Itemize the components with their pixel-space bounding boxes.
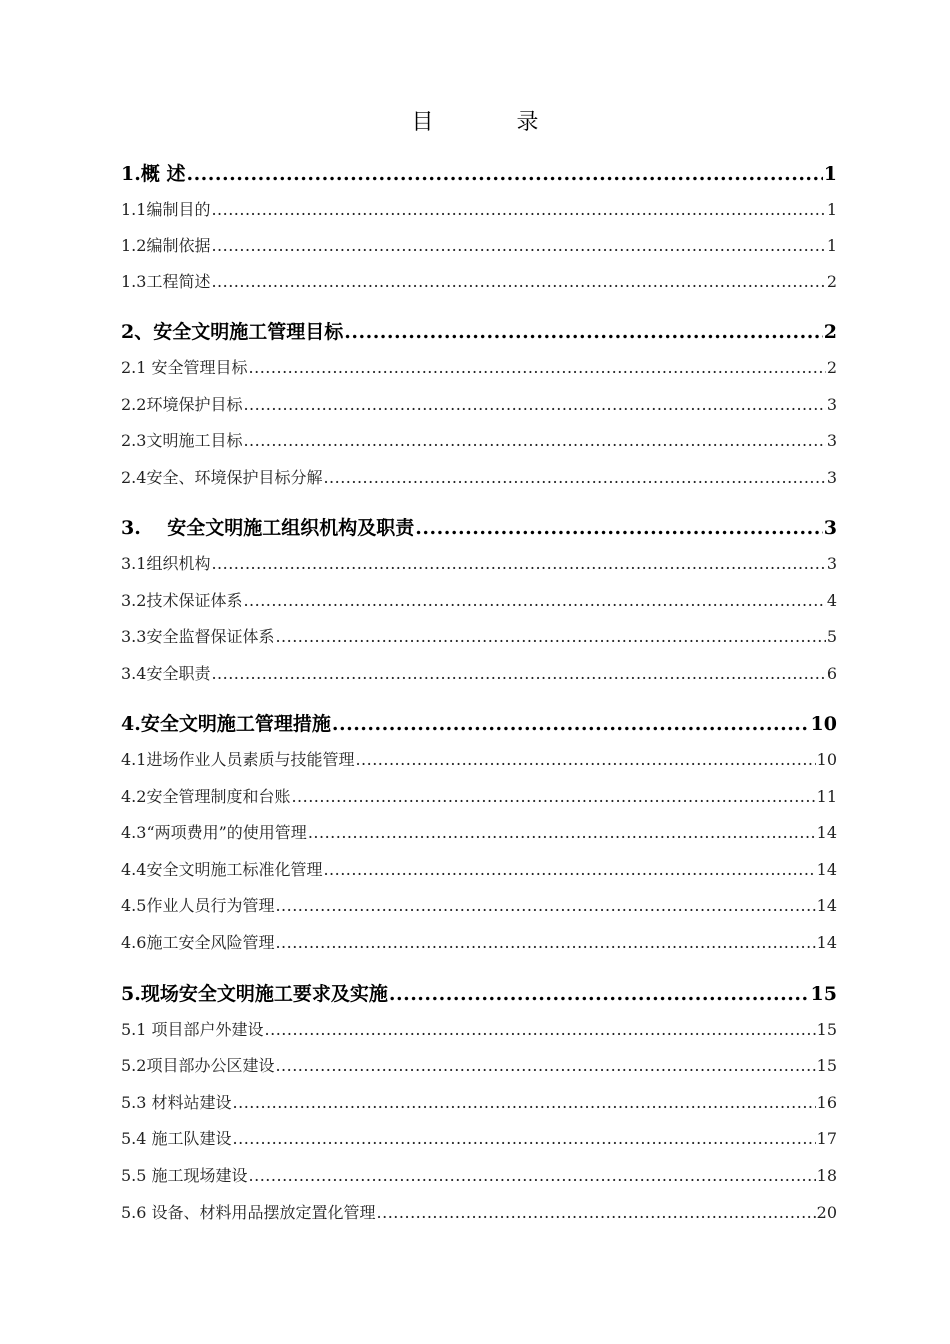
toc-entry-label: 2、安全文明施工管理目标 (121, 321, 344, 343)
toc-entry-label: 1.概 述 (121, 163, 186, 185)
toc-dot-leader (275, 931, 815, 955)
toc-page-number: 10 (810, 713, 837, 735)
toc-entry-4-4[interactable] (121, 858, 837, 882)
toc-dot-leader (211, 234, 825, 258)
toc-dot-leader (249, 356, 826, 380)
toc-entry-5-1[interactable] (121, 1018, 837, 1042)
toc-dot-leader (211, 270, 825, 294)
toc-dot-leader (344, 318, 823, 346)
toc-dot-leader (332, 710, 810, 738)
toc-dot-leader (291, 785, 815, 809)
toc-page-number: 14 (816, 896, 837, 915)
toc-entry-label: 2.4安全、环境保护目标分解 (121, 468, 323, 487)
toc-page-number: 6 (826, 664, 837, 683)
toc-dot-leader (211, 198, 825, 222)
toc-dot-leader (377, 1201, 816, 1225)
toc-dot-leader (265, 1018, 816, 1042)
toc-entry-4-3[interactable] (121, 821, 837, 845)
toc-entry-1-1[interactable] (121, 198, 837, 222)
toc-page-number: 3 (823, 517, 837, 539)
toc-page-number: 14 (816, 933, 837, 952)
toc-entry-label: 3.1组织机构 (121, 554, 211, 573)
toc-dot-leader (415, 514, 822, 542)
toc-entry-label: 2.2环境保护目标 (121, 395, 243, 414)
toc-page-number: 5 (826, 627, 837, 646)
toc-entry-label: 2.3文明施工目标 (121, 431, 243, 450)
toc-entry-label: 2.1 安全管理目标 (121, 358, 248, 377)
toc-page-number: 14 (816, 823, 837, 842)
toc-page-number: 10 (816, 750, 837, 769)
toc-page-number: 1 (826, 236, 837, 255)
toc-page-number: 18 (816, 1166, 837, 1185)
toc-entry-label: 4.5作业人员行为管理 (121, 896, 275, 915)
toc-entry-label: 3. 安全文明施工组织机构及职责 (121, 517, 415, 539)
toc-entry-label: 4.2安全管理制度和台账 (121, 787, 291, 806)
toc-dot-leader (355, 748, 815, 772)
toc-entry-1-2[interactable] (121, 234, 837, 258)
toc-page-number: 15 (816, 1020, 837, 1039)
toc-page-number: 16 (816, 1093, 837, 1112)
toc-entry-label: 4.6施工安全风险管理 (121, 933, 275, 952)
toc-entry-4-5[interactable] (121, 894, 837, 918)
toc-page-number: 3 (826, 554, 837, 573)
toc-page-number: 2 (823, 321, 837, 343)
toc-entry-3-3[interactable] (121, 625, 837, 649)
toc-dot-leader (249, 1164, 816, 1188)
toc-dot-leader (243, 393, 825, 417)
toc-dot-leader (275, 894, 815, 918)
toc-page-number: 2 (826, 358, 837, 377)
toc-entry-label: 3.3安全监督保证体系 (121, 627, 275, 646)
toc-entry-label: 4.4安全文明施工标准化管理 (121, 860, 323, 879)
toc-entry-label: 5.2项目部办公区建设 (121, 1056, 275, 1075)
toc-entry-5-5[interactable] (121, 1164, 837, 1188)
toc-entry-label: 5.现场安全文明施工要求及实施 (121, 983, 388, 1005)
toc-page-number: 11 (816, 787, 837, 806)
toc-dot-leader (211, 662, 825, 686)
toc-page-number: 3 (826, 395, 837, 414)
toc-entry-5-4[interactable] (121, 1127, 837, 1151)
toc-entry-5-2[interactable] (121, 1054, 837, 1078)
toc-entry-1-3[interactable] (121, 270, 837, 294)
toc-entry-3-1[interactable] (121, 552, 837, 576)
toc-entry-label: 4.1进场作业人员素质与技能管理 (121, 750, 355, 769)
toc-dot-leader (389, 980, 810, 1008)
toc-dot-leader (186, 160, 822, 188)
toc-dot-leader (275, 1054, 815, 1078)
toc-entry-4-1[interactable] (121, 748, 837, 772)
toc-dot-leader (233, 1127, 816, 1151)
toc-entry-label: 5.5 施工现场建设 (121, 1166, 248, 1185)
toc-entry-label: 5.6 设备、材料用品摆放定置化管理 (121, 1203, 376, 1222)
toc-dot-leader (233, 1091, 816, 1115)
page-title: 目 录 (411, 110, 577, 135)
toc-page-number: 17 (816, 1129, 837, 1148)
toc-entry-2-3[interactable] (121, 429, 837, 453)
toc-page-number: 3 (826, 431, 837, 450)
toc-entry-label: 4.3“两项费用”的使用管理 (121, 823, 307, 842)
table-of-contents (121, 0, 837, 1344)
toc-entry-5[interactable] (121, 980, 837, 1008)
toc-entry-label: 5.3 材料站建设 (121, 1093, 232, 1112)
toc-page-number: 1 (826, 200, 837, 219)
toc-page-number: 2 (826, 272, 837, 291)
toc-entry-label: 4.安全文明施工管理措施 (121, 713, 331, 735)
toc-entry-2-2[interactable] (121, 393, 837, 417)
toc-page-number: 15 (816, 1056, 837, 1075)
toc-entry-5-6[interactable] (121, 1201, 837, 1225)
toc-page-number: 20 (816, 1203, 837, 1222)
toc-entry-label: 3.4安全职责 (121, 664, 211, 683)
toc-dot-leader (243, 429, 825, 453)
toc-entry-4-6[interactable] (121, 931, 837, 955)
toc-entry-4[interactable] (121, 710, 837, 738)
toc-dot-leader (275, 625, 825, 649)
toc-entry-5-3[interactable] (121, 1091, 837, 1115)
toc-page-number: 3 (826, 468, 837, 487)
toc-dot-leader (243, 589, 825, 613)
toc-page-number: 14 (816, 860, 837, 879)
toc-dot-leader (323, 466, 825, 490)
toc-entry-2-4[interactable] (121, 466, 837, 490)
toc-page-number: 1 (823, 163, 837, 185)
toc-entry-3-4[interactable] (121, 662, 837, 686)
toc-entry-label: 5.4 施工队建设 (121, 1129, 232, 1148)
toc-entry-label: 1.3工程简述 (121, 272, 211, 291)
toc-entry-label: 1.2编制依据 (121, 236, 211, 255)
toc-dot-leader (308, 821, 816, 845)
toc-entry-label: 3.2技术保证体系 (121, 591, 243, 610)
toc-dot-leader (211, 552, 825, 576)
toc-entry-2[interactable] (121, 318, 837, 346)
toc-entry-label: 1.1编制目的 (121, 200, 211, 219)
toc-entry-1[interactable] (121, 160, 837, 188)
toc-entry-2-1[interactable] (121, 356, 837, 380)
toc-page-number: 15 (810, 983, 837, 1005)
toc-entry-3-2[interactable] (121, 589, 837, 613)
toc-page-number: 4 (826, 591, 837, 610)
toc-entry-label: 5.1 项目部户外建设 (121, 1020, 264, 1039)
toc-dot-leader (323, 858, 815, 882)
toc-entry-4-2[interactable] (121, 785, 837, 809)
toc-entry-3[interactable] (121, 514, 837, 542)
